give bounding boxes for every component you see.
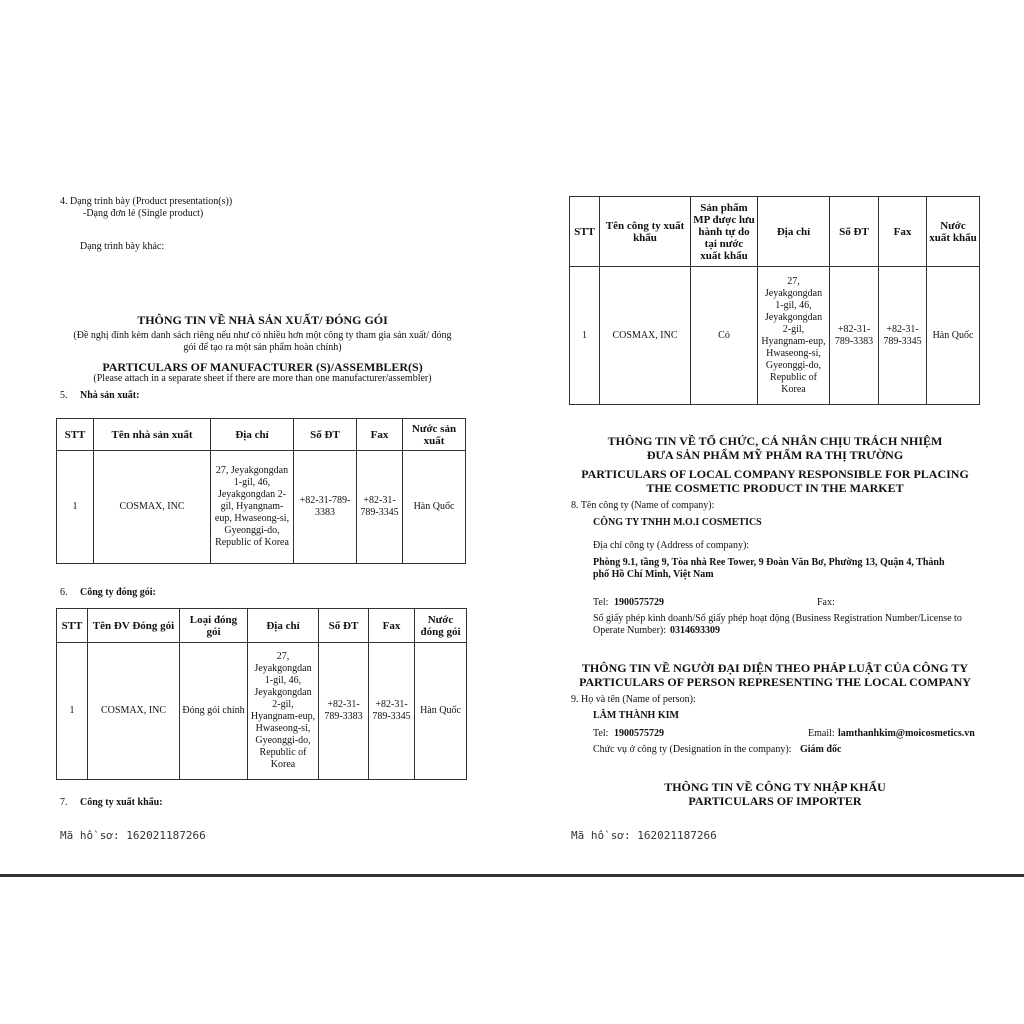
- person-email-label: Email:: [808, 728, 835, 739]
- company-address-line1: Phòng 9.1, tầng 9, Tòa nhà Ree Tower, 9 Đoàn Văn Bơ, Phường 13, Quận 4, Thành: [593, 557, 945, 568]
- table-header: Fax: [357, 419, 403, 451]
- table-header: Tên công ty xuất khẩu: [600, 197, 691, 267]
- company-address-line2: phố Hồ Chí Minh, Việt Nam: [593, 569, 714, 580]
- manufacturer-note-en: (Please attach in a separate sheet if there are more than one manufacturer/assembler): [93, 373, 432, 384]
- table-row: [570, 267, 980, 405]
- table-header-row: [57, 419, 466, 451]
- table-header: Tên ĐV Đóng gói: [88, 609, 180, 643]
- table-row: [57, 643, 467, 780]
- table-header-row: [57, 609, 467, 643]
- manufacturer-note-vi-2: gói để tạo ra một sản phẩm hoàn chỉnh): [183, 342, 342, 353]
- table-header: Địa chỉ: [248, 609, 319, 643]
- table-cell: +82-31-789-3383: [319, 643, 369, 780]
- table-row: [57, 451, 466, 564]
- table-header: STT: [570, 197, 600, 267]
- legal-rep-title-vi: THÔNG TIN VỀ NGƯỜI ĐẠI DIỆN THEO PHÁP LUẬT CỦA CÔNG TY: [581, 661, 969, 675]
- bottom-divider: [0, 874, 1024, 877]
- importer-title-vi: THÔNG TIN VỀ CÔNG TY NHẬP KHẨU: [664, 780, 886, 794]
- local-company-title-vi-2: ĐƯA SẢN PHẨM MỸ PHẨM RA THỊ TRƯỜNG: [646, 448, 904, 462]
- table-cell: 27, Jeyakgongdan 1-gil, 46, Jeyakgongdan 2-gil, Hyangnam-eup, Hwaseong-si, Gyeonggi-do, Republic of Korea: [211, 451, 294, 564]
- person-tel-label: Tel:: [593, 728, 609, 739]
- table-cell: Có: [691, 267, 758, 405]
- table-cell: COSMAX, INC: [94, 451, 211, 564]
- company-tel-value: 1900575729: [614, 597, 664, 608]
- importer-title-en: PARTICULARS OF IMPORTER: [688, 794, 862, 808]
- item7-label: Công ty xuất khẩu:: [80, 797, 163, 808]
- record-code: Mã hồ sơ: 162021187266: [571, 829, 717, 842]
- manufacturer-title-en: PARTICULARS OF MANUFACTURER (S)/ASSEMBLER(S): [102, 360, 423, 374]
- table-header: STT: [57, 419, 94, 451]
- table-cell: Hàn Quốc: [927, 267, 980, 405]
- person-tel-value: 1900575729: [614, 728, 664, 739]
- legal-rep-title-en: PARTICULARS OF PERSON REPRESENTING THE LOCAL COMPANY: [579, 675, 971, 689]
- person-name-value: LÂM THÀNH KIM: [593, 710, 679, 721]
- table-cell: +82-31-789-3345: [357, 451, 403, 564]
- table-header: Nước xuất khẩu: [927, 197, 980, 267]
- local-company-title-en-2: THE COSMETIC PRODUCT IN THE MARKET: [646, 481, 904, 495]
- item6-label: Công ty đóng gói:: [80, 587, 156, 598]
- table-header: Tên nhà sản xuất: [94, 419, 211, 451]
- designation-label: Chức vụ ở công ty (Designation in the company):: [593, 744, 792, 755]
- license-line1: Số giấy phép kinh doanh/Số giấy phép hoạt động (Business Registration Number/License to: [593, 613, 962, 624]
- table-cell: 1: [570, 267, 600, 405]
- company-name-value: CÔNG TY TNHH M.O.I COSMETICS: [593, 517, 762, 528]
- item6-number: 6.: [60, 587, 68, 598]
- record-code: Mã hồ sơ: 162021187266: [60, 829, 206, 842]
- table-cell: +82-31-789-3345: [369, 643, 415, 780]
- table-header: Nước đóng gói: [415, 609, 467, 643]
- designation-value: Giám đốc: [800, 744, 842, 755]
- company-address-label: Địa chỉ công ty (Address of company):: [593, 540, 750, 551]
- company-fax-label: Fax:: [817, 597, 835, 608]
- table-cell: 1: [57, 643, 88, 780]
- table-header: Số ĐT: [319, 609, 369, 643]
- item5-label: Nhà sản xuất:: [80, 390, 140, 401]
- table-cell: COSMAX, INC: [88, 643, 180, 780]
- table-header: Số ĐT: [830, 197, 879, 267]
- company-name-label: 8. Tên công ty (Name of company):: [571, 500, 715, 511]
- table-cell: COSMAX, INC: [600, 267, 691, 405]
- table-cell: 27, Jeyakgongdan 1-gil, 46, Jeyakgongdan 2-gil, Hyangnam-eup, Hwaseong-si, Gyeonggi-do, Republic of Korea: [758, 267, 830, 405]
- license-number: 0314693309: [670, 625, 720, 636]
- item4-line1: 4. Dạng trình bày (Product presentation(s)): [60, 196, 233, 207]
- manufacturer-note-vi-1: (Đề nghị đính kèm danh sách riêng nếu như có nhiều hơn một công ty tham gia sản xuất/ đóng: [73, 330, 452, 341]
- table-header: Địa chỉ: [758, 197, 830, 267]
- table-header: STT: [57, 609, 88, 643]
- item4-line3: Dạng trình bày khác:: [80, 241, 165, 252]
- table-header: Số ĐT: [294, 419, 357, 451]
- exporter-table: [569, 196, 980, 405]
- manufacturer-table: [56, 418, 466, 564]
- local-company-title-en-1: PARTICULARS OF LOCAL COMPANY RESPONSIBLE FOR PLACING: [581, 467, 969, 481]
- table-header: Fax: [879, 197, 927, 267]
- table-header: Loại đóng gói: [180, 609, 248, 643]
- table-cell: +82-31-789-3383: [830, 267, 879, 405]
- table-cell: +82-31-789-3345: [879, 267, 927, 405]
- table-cell: 1: [57, 451, 94, 564]
- table-header: Fax: [369, 609, 415, 643]
- table-cell: 27, Jeyakgongdan 1-gil, 46, Jeyakgongdan 2-gil, Hyangnam-eup, Hwaseong-si, Gyeonggi-do, Republic of Korea: [248, 643, 319, 780]
- company-tel-label: Tel:: [593, 597, 609, 608]
- table-header: Sản phẩm MP được lưu hành tự do tại nước xuất khẩu: [691, 197, 758, 267]
- item5-number: 5.: [60, 390, 68, 401]
- table-header: Địa chỉ: [211, 419, 294, 451]
- table-cell: Đóng gói chính: [180, 643, 248, 780]
- table-cell: +82-31-789-3383: [294, 451, 357, 564]
- table-header-row: [570, 197, 980, 267]
- item7-number: 7.: [60, 797, 68, 808]
- table-header: Nước sản xuất: [403, 419, 466, 451]
- local-company-title-vi-1: THÔNG TIN VỀ TỔ CHỨC, CÁ NHÂN CHỊU TRÁCH NHIỆM: [607, 434, 943, 448]
- table-cell: Hàn Quốc: [403, 451, 466, 564]
- person-email-value: lamthanhkim@moicosmetics.vn: [838, 728, 975, 739]
- item4-line2: -Dạng đơn lẻ (Single product): [83, 208, 204, 219]
- manufacturer-title-vi: THÔNG TIN VỀ NHÀ SẢN XUẤT/ ĐÓNG GÓI: [137, 313, 388, 327]
- table-cell: Hàn Quốc: [415, 643, 467, 780]
- license-line2-label: Operate Number):: [593, 625, 667, 636]
- person-name-label: 9. Họ và tên (Name of person):: [571, 694, 696, 705]
- packager-table: [56, 608, 467, 780]
